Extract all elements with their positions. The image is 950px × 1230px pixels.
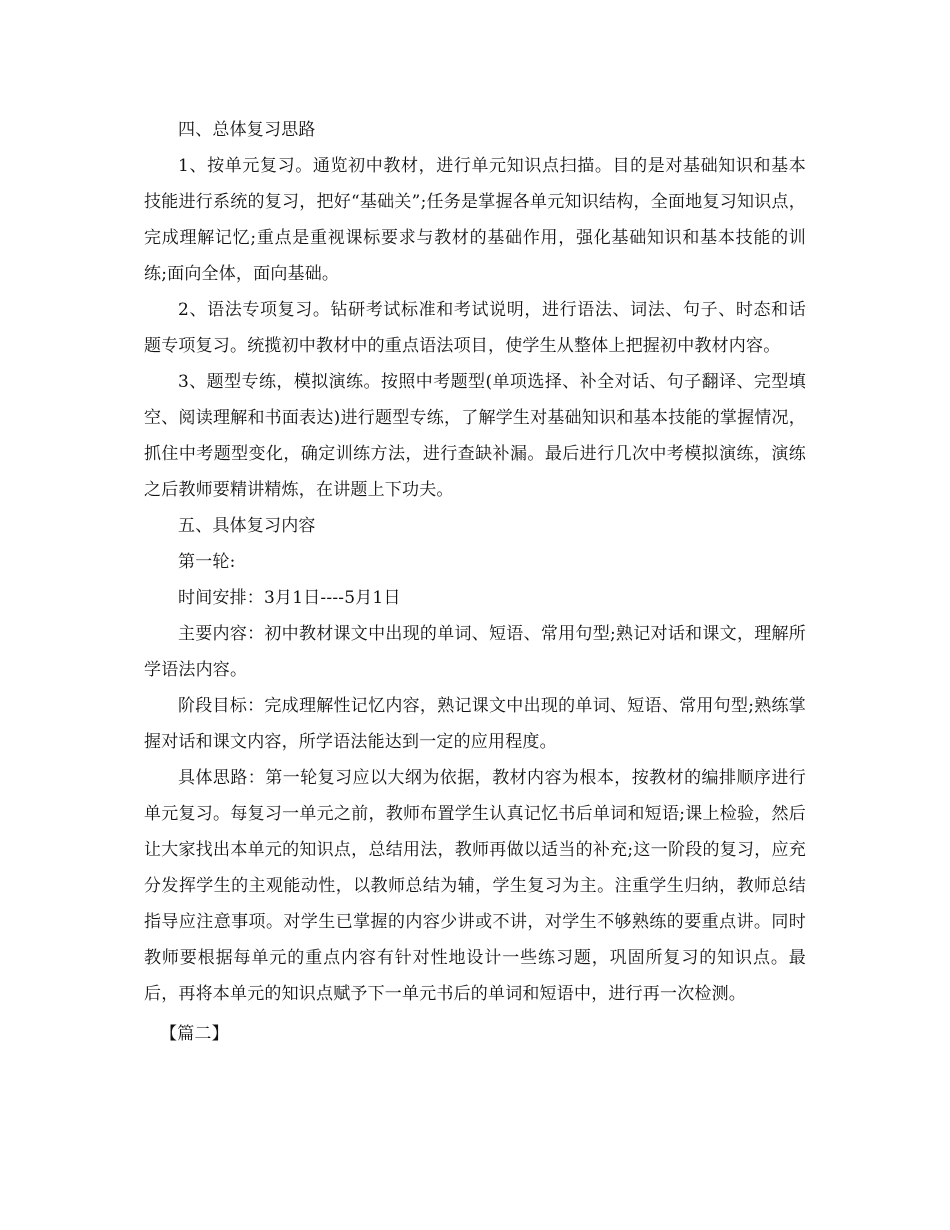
- section-heading-review-content: 五、具体复习内容: [178, 516, 316, 536]
- paragraph-stage-goal: 阶段目标：完成理解性记忆内容，熟记课文中出现的单词、短语、常用句型;熟练掌握对话和课文内容，所学语法能达到一定的应用程度。: [144, 696, 806, 752]
- paragraph-main-content: 主要内容：初中教材课文中出现的单词、短语、常用句型;熟记对话和课文，理解所学语法内容。: [144, 624, 806, 680]
- schedule-line: 时间安排：3月1日----5月1日: [178, 588, 401, 608]
- paragraph-grammar-review: 2、语法专项复习。钻研考试标准和考试说明，进行语法、词法、句子、时态和话题专项复习。统揽初中教材中的重点语法项目，使学生从整体上把握初中教材内容。: [144, 300, 806, 356]
- section-heading-overall-review: 四、总体复习思路: [178, 120, 316, 140]
- paragraph-specific-approach: 具体思路：第一轮复习应以大纲为依据，教材内容为根本，按教材的编排顺序进行单元复习。每复习一单元之前，教师布置学生认真记忆书后单词和短语;课上检验，然后让大家找出本单元的知识点，总结用法，教师再做以适当的补充;这一阶段的复习，应充分发挥学生的主观能动性，以教师总结为辅，学生复习为主。注重学生归纳，教师总结指导应注意事项。对学生已掌握的内容少讲或不讲，对学生不够熟练的要重点讲。同时教师要根据每单元的重点内容有针对性地设计一些练习题，巩固所复习的知识点。最后，再将本单元的知识点赋予下一单元书后的单词和短语中，进行再一次检测。: [144, 768, 806, 1004]
- round-one-label: 第一轮:: [178, 552, 236, 572]
- paragraph-unit-review: 1、按单元复习。通览初中教材，进行单元知识点扫描。目的是对基础知识和基本技能进行系统的复习，把好“基础关”;任务是掌握各单元知识结构，全面地复习知识点，完成理解记忆;重点是重视课标要求与教材的基础作用，强化基础知识和基本技能的训练;面向全体，面向基础。: [144, 156, 806, 284]
- document-body: [144, 112, 806, 1052]
- section-marker-part-two: 【篇二】: [160, 1024, 229, 1044]
- paragraph-question-practice: 3、题型专练，模拟演练。按照中考题型(单项选择、补全对话、句子翻译、完型填空、阅读理解和书面表达)进行题型专练，了解学生对基础知识和基本技能的掌握情况，抓住中考题型变化，确定训练方法，进行查缺补漏。最后进行几次中考模拟演练，演练之后教师要精讲精炼，在讲题上下功夫。: [144, 372, 806, 500]
